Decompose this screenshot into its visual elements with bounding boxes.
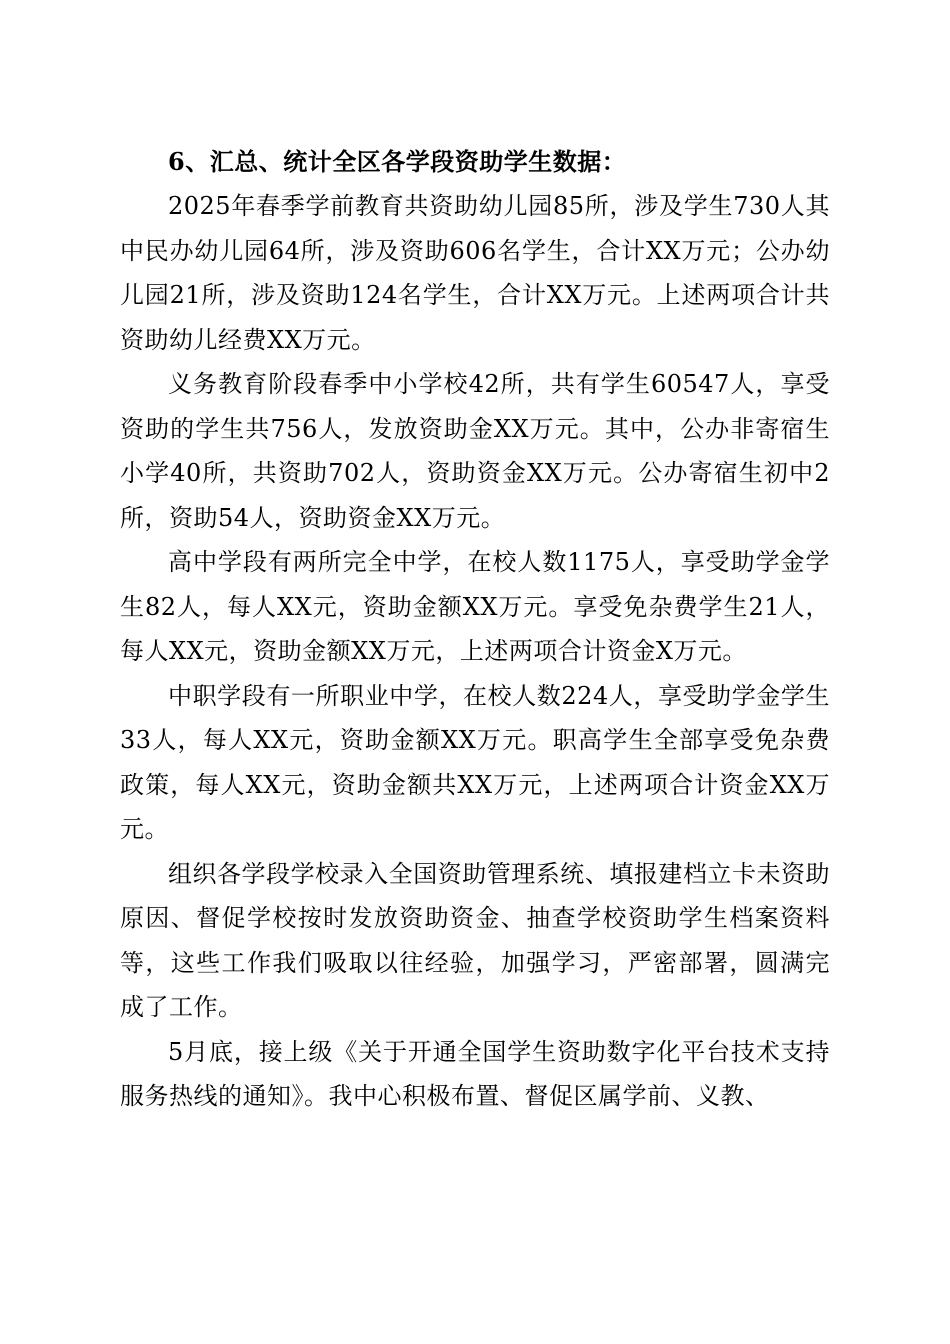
paragraph-system-work: 组织各学段学校录入全国资助管理系统、填报建档立卡未资助原因、督促学校按时发放资助资金、抽查学校资助学生档案资料等，这些工作我们吸取以往经验，加强学习，严密部署，圆满完成了工作。 <box>120 859 830 1021</box>
paragraph-hotline-notice: 5月底，接上级《关于开通全国学生资助数字化平台技术支持服务热线的通知》。我中心积极布置、督促区属学前、义教、 <box>120 1037 830 1110</box>
paragraph-compulsory-education: 义务教育阶段春季中小学校42所，共有学生60547人，享受资助的学生共756人，发放资助金XX万元。其中，公办非寄宿生小学40所，共资助702人，资助资金XX万元。公办寄宿生初中2所，资助54人，资助资金XX万元。 <box>120 370 830 532</box>
section-heading: 6、汇总、统计全区各学段资助学生数据： <box>168 147 627 176</box>
paragraph-vocational: 中职学段有一所职业中学，在校人数224人，享受助学金学生33人，每人XX元，资助金额XX万元。职高学生全部享受免杂费政策，每人XX元，资助金额共XX万元，上述两项合计资金XX万元。 <box>120 681 830 843</box>
document-page <box>120 140 830 1119</box>
paragraph-preschool: 2025年春季学前教育共资助幼儿园85所，涉及学生730人其中民办幼儿园64所，涉及资助606名学生，合计XX万元；公办幼儿园21所，涉及资助124名学生，合计XX万元。上述两项合计共资助幼儿经费XX万元。 <box>120 192 830 354</box>
paragraph-high-school: 高中学段有两所完全中学，在校人数1175人，享受助学金学生82人，每人XX元，资助金额XX万元。享受免杂费学生21人，每人XX元，资助金额XX万元，上述两项合计资金X万元。 <box>120 548 830 665</box>
